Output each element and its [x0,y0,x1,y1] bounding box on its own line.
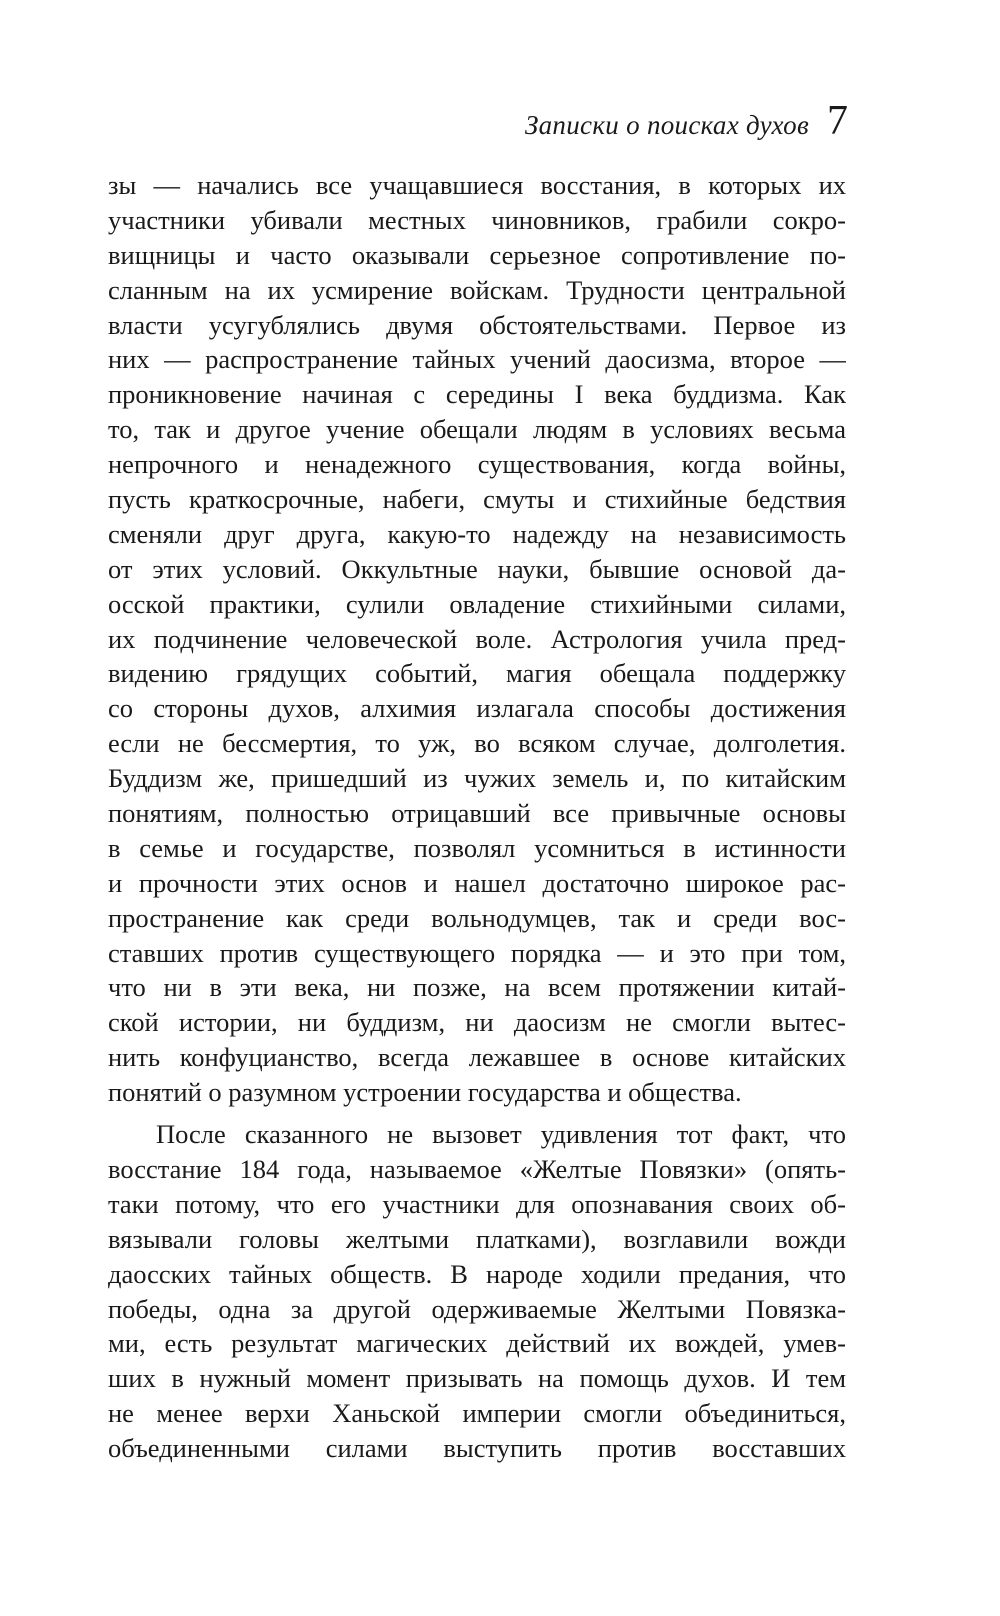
running-title: Записки о поисках духов [524,110,809,140]
text-line: проникновение начиная с середины I века буддизма. Как [108,379,846,410]
text-line: пусть краткосрочные, набеги, смуты и стихийные бедствия [108,484,846,515]
text-line: зы — начались все учащавшиеся восстания, в которых их [108,170,846,200]
text-line: понятиям, полностью отрицавший все привычные основы [108,798,846,829]
paragraph-2 [108,1117,846,1466]
text-line: со стороны духов, алхимия излагала способы достижения [108,693,846,724]
text-line: вищницы и часто оказывали серьезное сопротивление по- [108,239,846,270]
text-line: них — распространение тайных учений даосизма, второе — [108,344,846,375]
text-line: ставших против существующего порядка — и это при том, [108,937,846,968]
text-line: от этих условий. Оккультные науки, бывшие основой да- [108,553,846,584]
text-line: если не бессмертия, то уж, во всяком случае, долголетия. [108,728,846,759]
text-line: видению грядущих событий, магия обещала поддержку [108,658,846,689]
text-line: сланным на их усмирение войскам. Трудности центральной [108,274,846,305]
text-line: победы, одна за другой одерживаемые Желтыми Повязка- [108,1293,846,1324]
page-number: 7 [827,98,848,144]
text-line: После сказанного не вызовет удивления тот факт, что [156,1119,846,1150]
text-line: ми, есть результат магических действий их вождей, умев- [108,1328,846,1359]
text-line: объединенными силами выступить против восставших [108,1433,846,1464]
text-line: пространение как среди вольнодумцев, так и среди вос- [108,902,846,933]
text-line: то, так и другое учение обещали людям в условиях весьма [108,414,846,445]
paragraph-1 [108,168,846,1110]
text-line: вязывали головы желтыми платками), возглавили вожди [108,1223,846,1254]
text-line: восстание 184 года, называемое «Желтые Повязки» (опять- [108,1153,846,1184]
text-line: власти усугублялись двумя обстоятельствами. Первое из [108,309,846,340]
text-line: что ни в эти века, ни позже, на всем протяжении китай- [108,972,846,1003]
body-text [108,168,846,1466]
text-line: не менее верхи Ханьской империи смогли объединиться, [108,1398,846,1429]
text-line: в семье и государстве, позволял усомниться в истинности [108,832,846,863]
text-line: даосских тайных обществ. В народе ходили предания, что [108,1258,846,1289]
text-line: и прочности этих основ и нашел достаточно широкое рас- [108,867,846,898]
text-line: их подчинение человеческой воле. Астрология учила пред- [108,623,846,654]
text-line: понятий о разумном устроении государства и общества. [108,1077,742,1108]
text-line: ской истории, ни буддизм, ни даосизм не смогли вытес- [108,1007,846,1038]
text-line: участники убивали местных чиновников, грабили сокро- [108,204,846,235]
text-line: ших в нужный момент призывать на помощь духов. И тем [108,1363,846,1394]
paragraph-gap [108,1110,846,1117]
text-line: непрочного и ненадежного существования, когда войны, [108,449,846,480]
text-line: осской практики, сулили овладение стихийными силами, [108,588,846,619]
text-line: таки потому, что его участники для опознавания своих об- [108,1188,846,1219]
text-line: Буддизм же, пришедший из чужих земель и, по китайским [108,763,846,794]
text-line: сменяли друг друга, какую-то надежду на независимость [108,518,846,549]
text-line: нить конфуцианство, всегда лежавшее в основе китайских [108,1042,846,1073]
running-head [525,100,848,142]
